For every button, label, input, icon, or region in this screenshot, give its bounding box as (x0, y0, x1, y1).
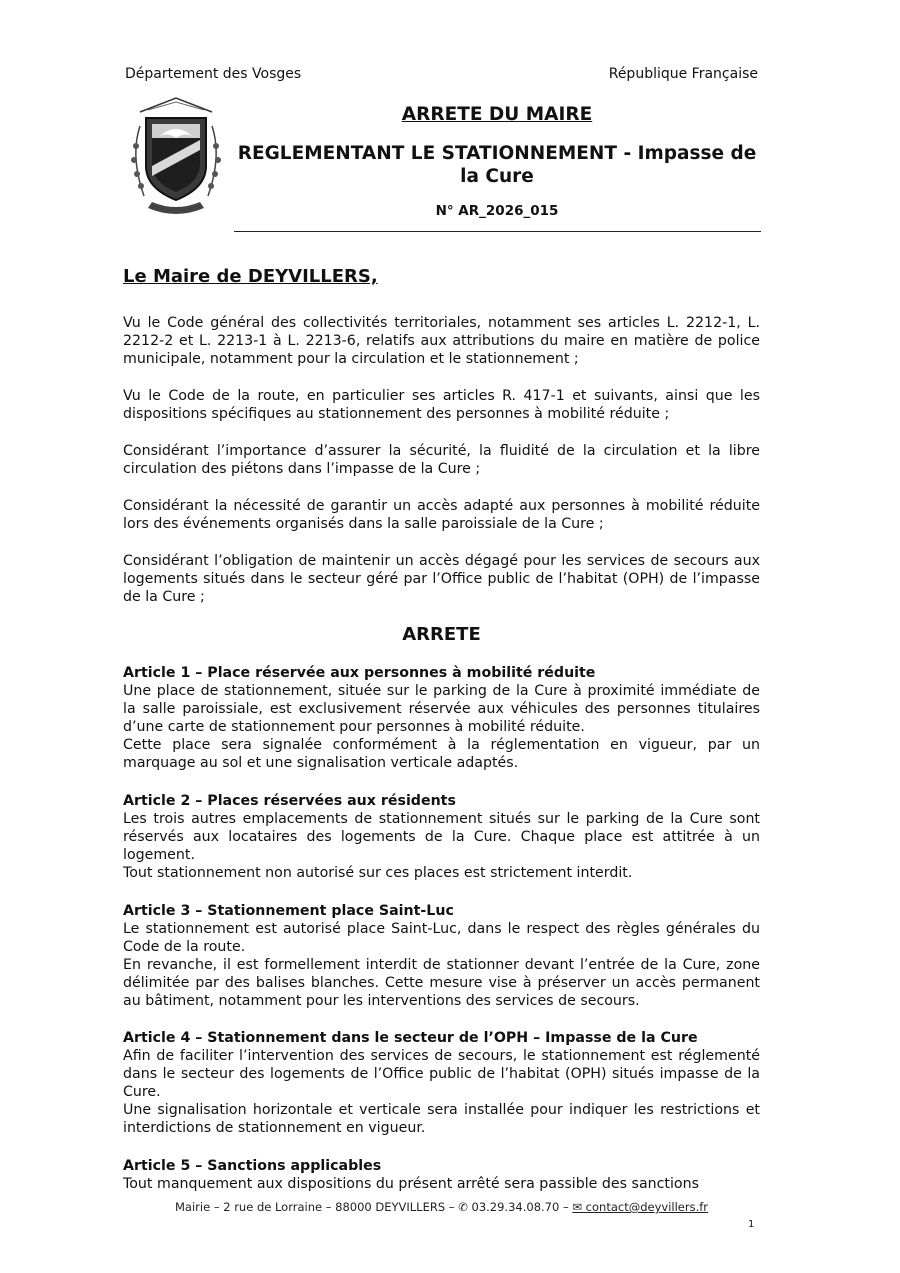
article-title: Article 2 – Places réservées aux résidents (123, 793, 456, 809)
article-paragraph: Le stationnement est autorisé place Saint-Luc, dans le respect des règles générales du Code de la route. (123, 921, 760, 955)
article-paragraph: Tout manquement aux dispositions du présent arrêté sera passible des sanctions (123, 1176, 699, 1192)
header-divider (234, 231, 761, 232)
article-5 (123, 1157, 760, 1193)
considerant-4: Considérant la nécessité de garantir un accès adapté aux personnes à mobilité réduite lors des événements organisés dans la salle paroissiale de la Cure ; (123, 498, 760, 532)
article-paragraph: Une signalisation horizontale et verticale sera installée pour indiquer les restrictions et interdictions de stationnement en vigueur. (123, 1102, 760, 1136)
considerant-2: Vu le Code de la route, en particulier ses articles R. 417-1 et suivants, ainsi que les dispositions spécifiques au stationnement des personnes à mobilité réduite ; (123, 388, 760, 422)
article-paragraph: Les trois autres emplacements de stationnement situés sur le parking de la Cure sont réservés aux locataires des logements de la Cure. Chaque place est attitrée à un logement. (123, 811, 760, 863)
considerant-3: Considérant l’importance d’assurer la sécurité, la fluidité de la circulation et la libre circulation des piétons dans l’impasse de la Cure ; (123, 443, 760, 477)
article-2 (123, 792, 760, 882)
footer-phone: ✆ 03.29.34.08.70 – (458, 1200, 569, 1214)
article-paragraph: Cette place sera signalée conformément à la réglementation en vigueur, par un marquage au sol et une signalisation verticale adaptés. (123, 737, 760, 771)
coat-of-arms-icon (126, 96, 226, 220)
article-1 (123, 664, 760, 772)
decision-heading: ARRETE (402, 624, 481, 645)
header-republic: République Française (608, 66, 758, 82)
page-footer (123, 1200, 760, 1214)
decree-number: N° AR_2026_015 (435, 203, 559, 219)
article-paragraph: En revanche, il est formellement interdit de stationner devant l’entrée de la Cure, zone délimitée par des balises blanches. Cette mesure vise à préserver un accès permanent au bâtiment, notamment pour les interventions des services de secours. (123, 957, 760, 1009)
footer-email-link[interactable]: ✉ contact@deyvillers.fr (572, 1200, 708, 1214)
considerant-1: Vu le Code général des collectivités territoriales, notamment ses articles L. 2212-1, L. 2212-2 et L. 2213-1 à L. 2213-6, relatifs aux attributions du maire en matière de police municipale, notamment pour la circulation et le stationnement ; (123, 315, 760, 367)
article-title: Article 5 – Sanctions applicables (123, 1158, 382, 1174)
article-title: Article 3 – Stationnement place Saint-Luc (123, 903, 454, 919)
article-title: Article 4 – Stationnement dans le secteur de l’OPH – Impasse de la Cure (123, 1030, 698, 1046)
article-3 (123, 902, 760, 1010)
considerant-5: Considérant l’obligation de maintenir un accès dégagé pour les services de secours aux logements situés dans le secteur géré par l’Office public de l’habitat (OPH) de l’impasse de la Cure ; (123, 553, 760, 605)
issuer-line: Le Maire de DEYVILLERS, (123, 266, 378, 287)
article-paragraph: Tout stationnement non autorisé sur ces places est strictement interdit. (123, 865, 633, 881)
footer-address: Mairie – 2 rue de Lorraine – 88000 DEYVILLERS – (175, 1200, 455, 1214)
article-title: Article 1 – Place réservée aux personnes à mobilité réduite (123, 665, 596, 681)
article-paragraph: Une place de stationnement, située sur le parking de la Cure à proximité immédiate de la salle paroissiale, est exclusivement réservée aux véhicules des personnes titulaires d’une carte de stationnement pour personnes à mobilité réduite. (123, 683, 760, 735)
header-department: Département des Vosges (125, 66, 302, 82)
article-4 (123, 1029, 760, 1137)
decree-subject: REGLEMENTANT LE STATIONNEMENT - Impasse de la Cure (237, 143, 757, 187)
decree-title: ARRETE DU MAIRE (401, 104, 593, 125)
page-number: 1 (748, 1219, 755, 1230)
article-paragraph: Afin de faciliter l’intervention des services de secours, le stationnement est réglementé dans le secteur des logements de l’Office public de l’habitat (OPH) situés impasse de la Cure. (123, 1048, 760, 1100)
